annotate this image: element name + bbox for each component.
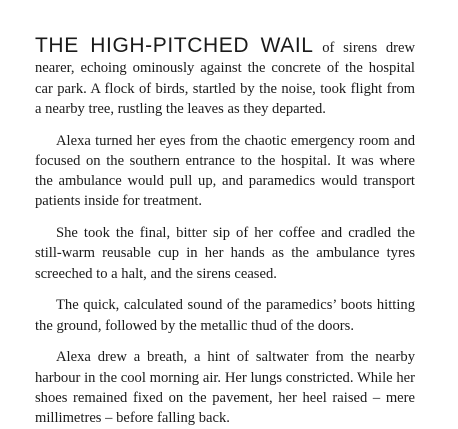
story-page — [35, 36, 415, 429]
opening-paragraph — [35, 36, 415, 119]
paragraph-4: The quick, calculated sound of the paramedics’ boots hitting the ground, followed by the metallic thud of the doors. — [35, 297, 415, 334]
opening-lead-in: THE HIGH-PITCHED WAIL — [35, 34, 314, 57]
paragraph-3: She took the final, bitter sip of her coffee and cradled the still-warm reusable cup in her hands as the ambulance tyres screeched to a halt, and the sirens ceased. — [35, 225, 415, 282]
paragraph-5: Alexa drew a breath, a hint of saltwater from the nearby harbour in the cool morning air. Her lungs constricted. While her shoes remained fixed on the pavement, her heel raised – mere millimetres – before falling back. — [35, 349, 415, 427]
paragraph-2: Alexa turned her eyes from the chaotic emergency room and focused on the southern entrance to the hospital. It was where the ambulance would pull up, and paramedics would transport patients inside for treatment. — [35, 132, 415, 210]
opening-paragraph-text: of sirens drew nearer, echoing ominously against the concrete of the hospital car park. A flock of birds, startled by the noise, took flight from a nearby tree, rustling the leaves as they departed. — [35, 40, 416, 117]
